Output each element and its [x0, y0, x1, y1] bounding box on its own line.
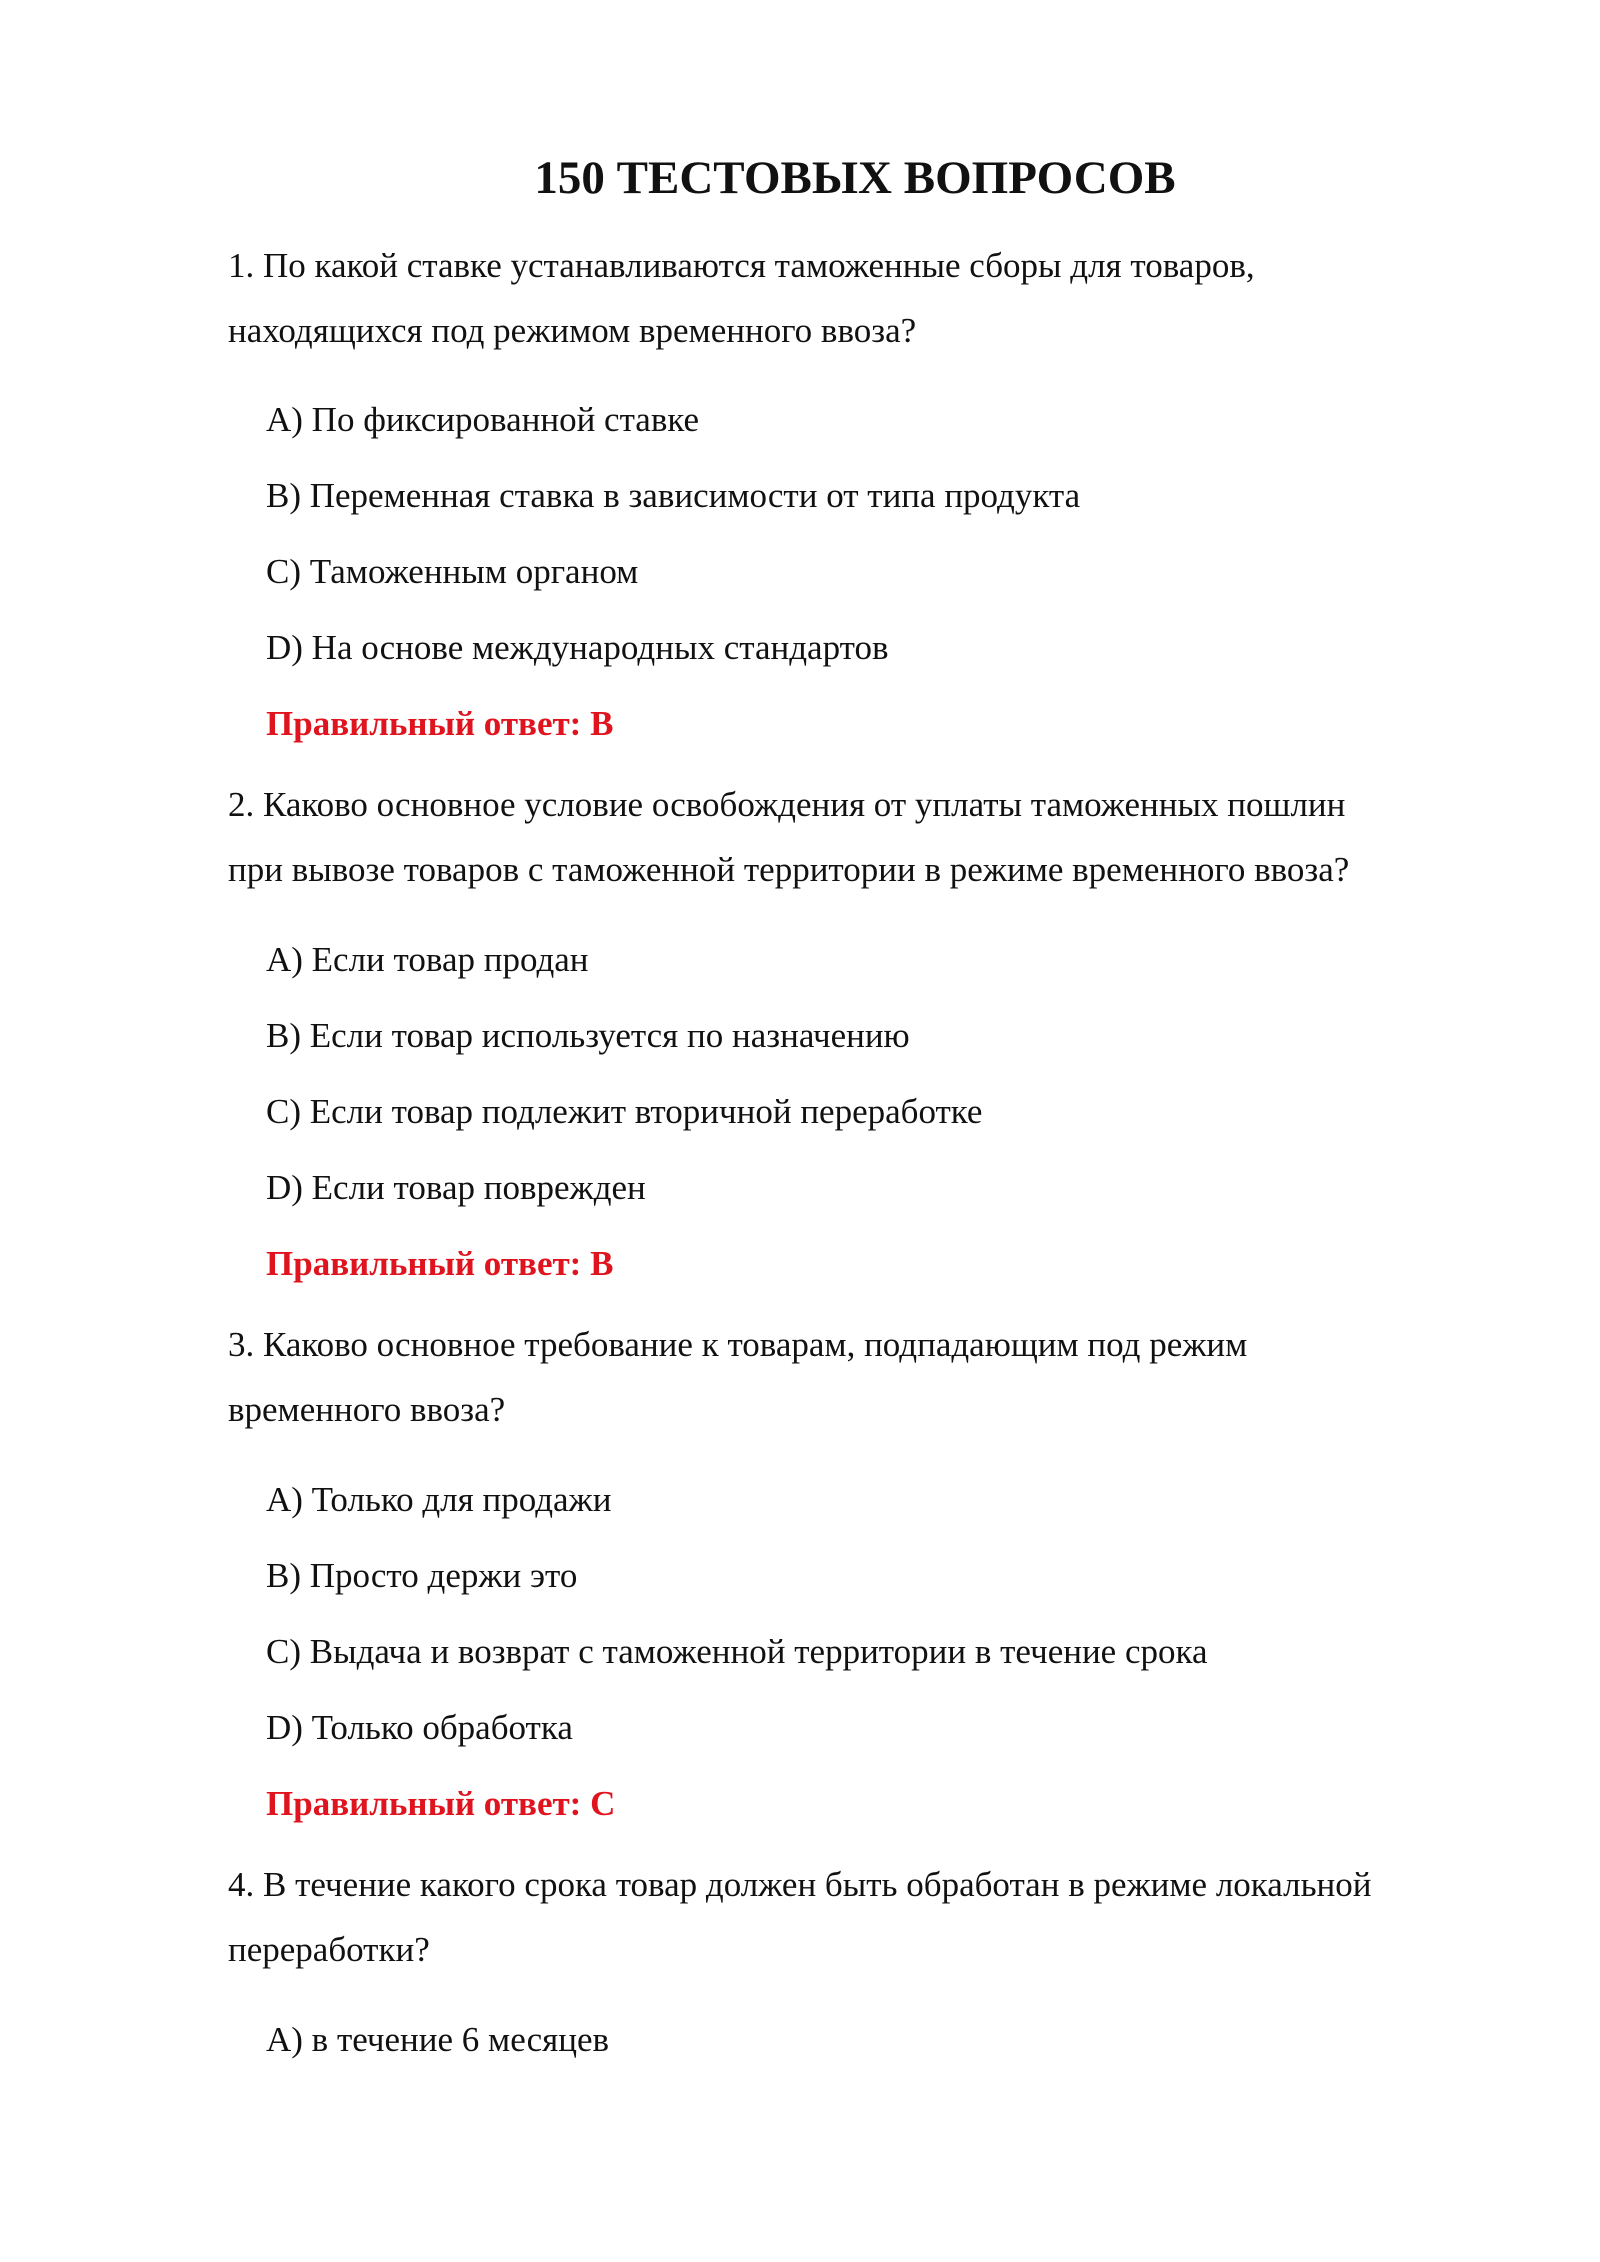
question-line: 3. Каково основное требование к товарам, подпадающим под режим — [228, 1325, 1248, 1364]
answer-option: A) Только для продажи — [266, 1480, 612, 1519]
correct-answer: Правильный ответ: B — [266, 704, 614, 743]
question-line: переработки? — [228, 1930, 430, 1969]
answer-option: C) Если товар подлежит вторичной переработке — [266, 1092, 983, 1131]
question-line: 2. Каково основное условие освобождения от уплаты таможенных пошлин — [228, 785, 1346, 824]
answer-option: D) На основе международных стандартов — [266, 628, 889, 667]
question-line: временного ввоза? — [228, 1390, 506, 1429]
answer-option: D) Если товар поврежден — [266, 1168, 646, 1207]
question-line: при вывозе товаров с таможенной территории в режиме временного ввоза? — [228, 850, 1350, 889]
document-title: 150 ТЕСТОВЫХ ВОПРОСОВ — [534, 152, 1176, 204]
answer-option: C) Выдача и возврат с таможенной территории в течение срока — [266, 1632, 1208, 1671]
answer-option: D) Только обработка — [266, 1708, 573, 1747]
answer-option: A) По фиксированной ставке — [266, 400, 700, 439]
question-text — [228, 233, 1488, 363]
question-line: 1. По какой ставке устанавливаются таможенные сборы для товаров, — [228, 246, 1255, 285]
question-line: 4. В течение какого срока товар должен быть обработан в режиме локальной — [228, 1865, 1372, 1904]
answer-option: A) в течение 6 месяцев — [266, 2020, 610, 2059]
question-text — [228, 1312, 1488, 1442]
answer-option: B) Просто держи это — [266, 1556, 578, 1595]
answer-option: B) Переменная ставка в зависимости от типа продукта — [266, 476, 1081, 515]
question-text — [228, 1852, 1488, 1982]
correct-answer: Правильный ответ: C — [266, 1784, 616, 1823]
correct-answer: Правильный ответ: B — [266, 1244, 614, 1283]
answer-option: C) Таможенным органом — [266, 552, 639, 591]
question-text — [228, 772, 1488, 902]
answer-option: A) Если товар продан — [266, 940, 589, 979]
question-line: находящихся под режимом временного ввоза? — [228, 311, 917, 350]
answer-option: B) Если товар используется по назначению — [266, 1016, 910, 1055]
